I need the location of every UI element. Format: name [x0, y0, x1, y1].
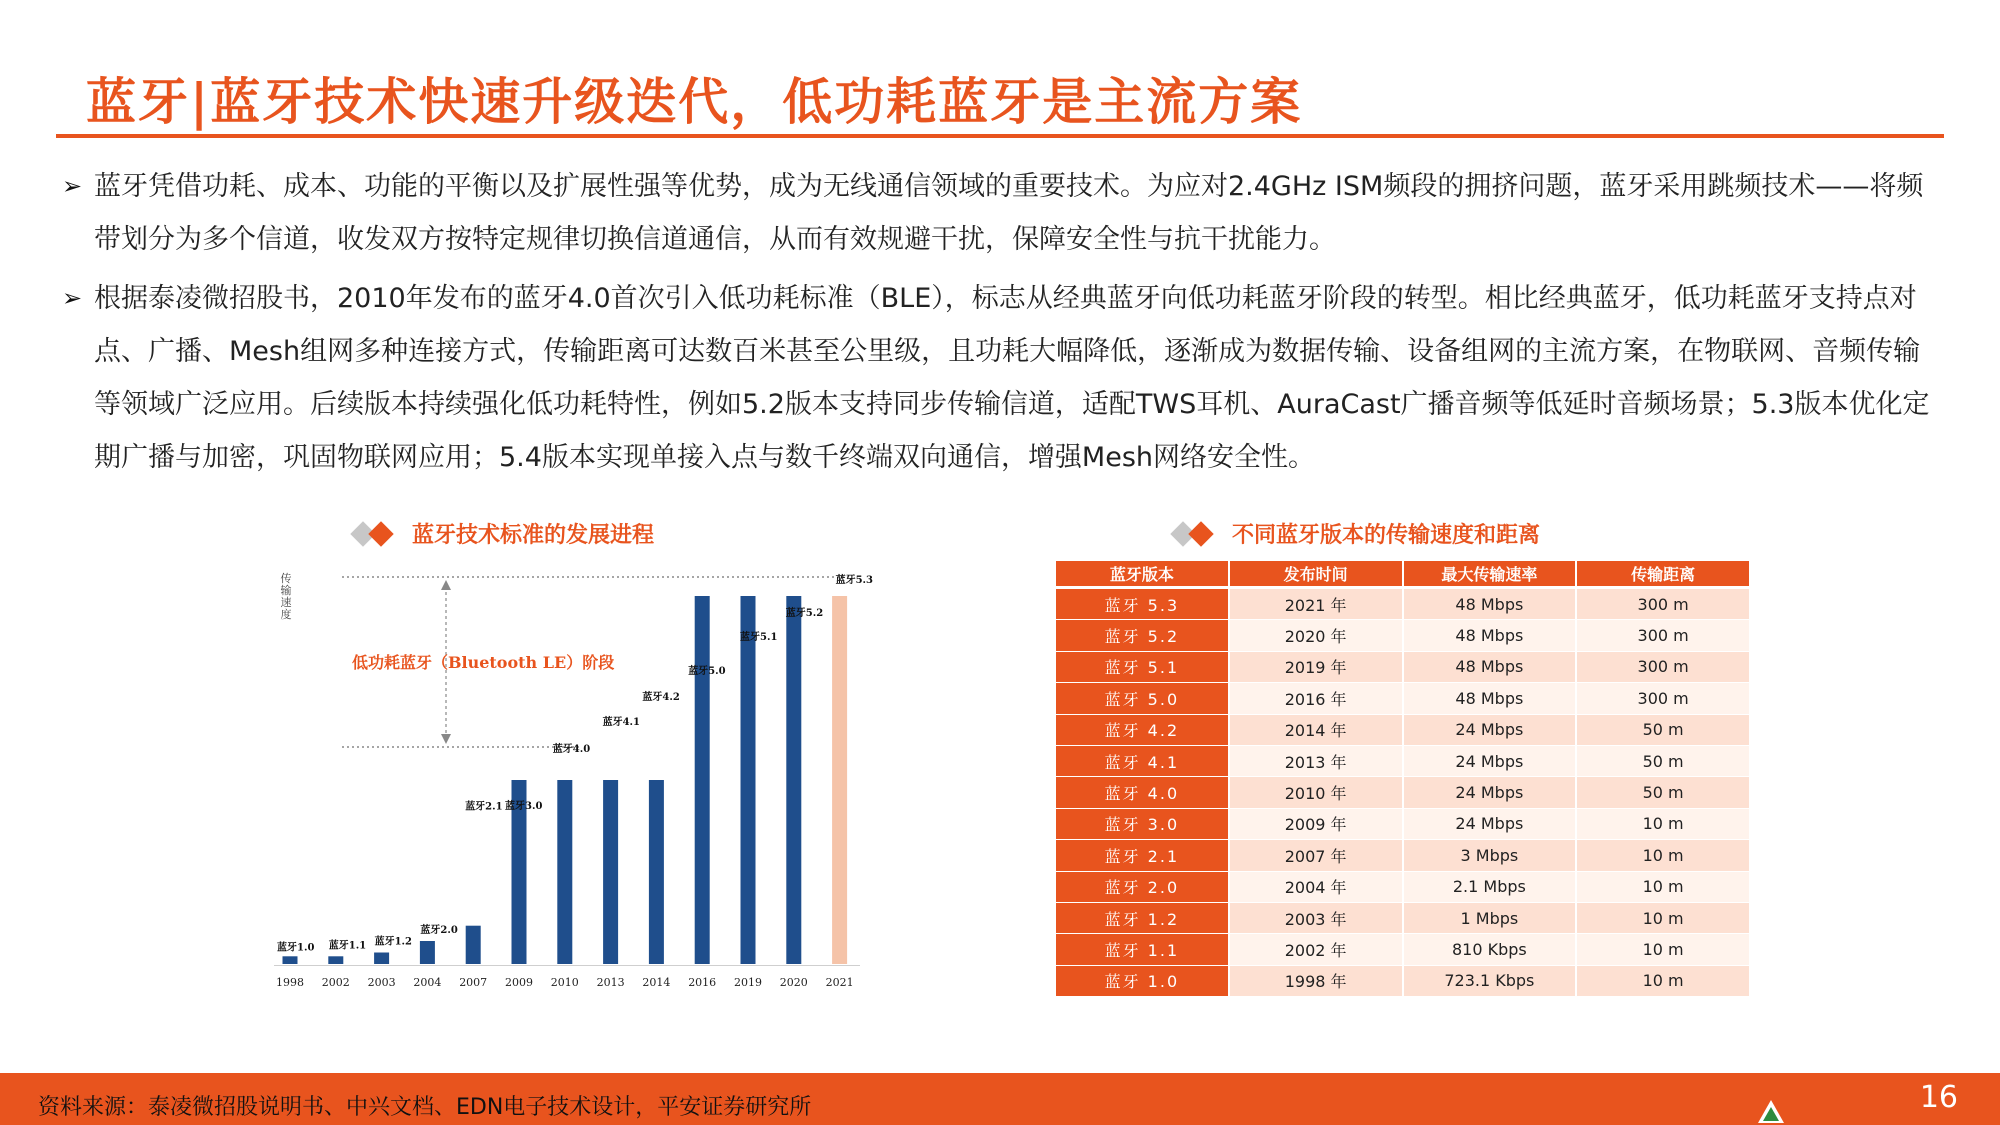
- bar-2003: [374, 953, 389, 965]
- col-header-release: 发布时间: [1230, 561, 1402, 589]
- bar-value-label: 蓝牙5.1: [740, 632, 778, 643]
- col-header-version: 蓝牙版本: [1056, 561, 1228, 589]
- bar-2016: [695, 596, 710, 964]
- bar-2002: [328, 956, 343, 964]
- bullet-item-1: [60, 160, 1940, 266]
- cell-rate: 24 Mbps: [1404, 746, 1576, 777]
- source-note: 资料来源：泰凌微招股说明书、中兴文档、EDN电子技术设计，平安证券研究所: [38, 1095, 812, 1120]
- x-tick-label: 2019: [734, 976, 762, 989]
- cell-version: 蓝牙 2.1: [1056, 840, 1228, 871]
- bar-value-label: 蓝牙4.2: [642, 692, 680, 703]
- cell-rate: 2.1 Mbps: [1404, 872, 1576, 903]
- arrow-bullet-icon: ➢: [62, 172, 83, 200]
- x-tick-label: 2020: [779, 976, 808, 989]
- chart-ylabel: [281, 571, 292, 621]
- cell-rate: 24 Mbps: [1404, 715, 1576, 746]
- cell-rate: 48 Mbps: [1404, 589, 1576, 620]
- cell-version: 蓝牙 3.0: [1056, 809, 1228, 840]
- chart-section-title-text: 蓝牙技术标准的发展进程: [412, 523, 655, 548]
- diamond-icon: [1172, 522, 1218, 546]
- cell-version: 蓝牙 4.2: [1056, 715, 1228, 746]
- bullet-item-2: [60, 272, 1940, 484]
- cell-release: 2014 年: [1230, 715, 1402, 746]
- y-axis-label-char: 度: [280, 608, 292, 621]
- cell-rate: 810 Kbps: [1404, 934, 1576, 965]
- cell-rate: 1 Mbps: [1404, 903, 1576, 934]
- cell-version: 蓝牙 1.0: [1056, 966, 1228, 997]
- table-row: [1056, 620, 1749, 651]
- bar-1998: [283, 956, 298, 964]
- table-row: [1056, 872, 1749, 903]
- cell-version: 蓝牙 1.2: [1056, 903, 1228, 934]
- table-row: [1056, 589, 1749, 620]
- cell-release: 2003 年: [1230, 903, 1402, 934]
- x-tick-label: 2003: [367, 976, 396, 989]
- cell-version: 蓝牙 4.0: [1056, 777, 1228, 808]
- arrow-up-icon: [441, 580, 451, 590]
- cell-release: 2019 年: [1230, 652, 1402, 683]
- diamond-icon: [352, 522, 398, 546]
- x-tick-label: 2016: [688, 976, 717, 989]
- table-row: [1056, 683, 1749, 714]
- bullet-text-2: 根据泰凌微招股书，2010年发布的蓝牙4.0首次引入低功耗标准（BLE），标志从经典蓝牙向低功耗蓝牙阶段的转型。相比经典蓝牙，低功耗蓝牙支持点对点、广播、Mesh组网多种连接方式，传输距离可达数百米甚至公里级，且功耗大幅降低，逐渐成为数据传输、设备组网的主流方案，在物联网、音频传输等领域广泛应用。后续版本持续强化低功耗特性，例如5.2版本支持同步传输信道，适配TWS耳机、AuraCast广播音频等低延时音频场景；5.3版本优化定期广播与加密，巩固物联网应用；5.4版本实现单接入点与数千终端双向通信，增强Mesh网络安全性。: [94, 283, 1930, 473]
- cell-version: 蓝牙 5.0: [1056, 683, 1228, 714]
- cell-distance: 300 m: [1577, 589, 1749, 620]
- bar-value-label: 蓝牙3.0: [505, 801, 543, 812]
- cell-version: 蓝牙 1.1: [1056, 934, 1228, 965]
- bluetooth-evolution-chart: [260, 560, 880, 1000]
- bluetooth-spec-table: [1054, 561, 1751, 997]
- y-axis-label-char: 速: [280, 596, 292, 609]
- table-row: [1056, 809, 1749, 840]
- ble-annotation: 低功耗蓝牙（Bluetooth LE）阶段: [352, 653, 615, 672]
- cell-distance: 10 m: [1577, 934, 1749, 965]
- cell-distance: 50 m: [1577, 777, 1749, 808]
- arrow-down-icon: [441, 734, 451, 744]
- cell-release: 2013 年: [1230, 746, 1402, 777]
- col-header-distance: 传输距离: [1577, 561, 1749, 589]
- title-divider: [56, 134, 1944, 138]
- cell-distance: 10 m: [1577, 872, 1749, 903]
- x-tick-label: 2004: [413, 976, 442, 989]
- cell-rate: 24 Mbps: [1404, 777, 1576, 808]
- cell-distance: 10 m: [1577, 966, 1749, 997]
- cell-rate: 48 Mbps: [1404, 683, 1576, 714]
- table-row: [1056, 746, 1749, 777]
- cell-version: 蓝牙 5.1: [1056, 652, 1228, 683]
- bar-value-label: 蓝牙2.0: [420, 925, 458, 936]
- cell-release: 2016 年: [1230, 683, 1402, 714]
- cell-release: 2021 年: [1230, 589, 1402, 620]
- cell-release: 2009 年: [1230, 809, 1402, 840]
- table-row: [1056, 903, 1749, 934]
- cell-distance: 10 m: [1577, 840, 1749, 871]
- cell-release: 2010 年: [1230, 777, 1402, 808]
- cell-distance: 10 m: [1577, 903, 1749, 934]
- pingan-logo-icon: [1756, 1098, 1786, 1125]
- bar-2021: [832, 596, 847, 964]
- bar-value-label: 蓝牙5.3: [835, 575, 874, 586]
- table-row: [1056, 966, 1749, 997]
- table-row: [1056, 652, 1749, 683]
- bullet-text-1: 蓝牙凭借功耗、成本、功能的平衡以及扩展性强等优势，成为无线通信领域的重要技术。为应对2.4GHz ISM频段的拥挤问题，蓝牙采用跳频技术——将频带划分为多个信道，收发双方按特定规律切换信道通信，从而有效规避干扰，保障安全性与抗干扰能力。: [94, 171, 1924, 255]
- cell-version: 蓝牙 2.0: [1056, 872, 1228, 903]
- cell-release: 1998 年: [1230, 966, 1402, 997]
- bar-2007: [466, 926, 481, 964]
- cell-distance: 10 m: [1577, 809, 1749, 840]
- table-row: [1056, 840, 1749, 871]
- cell-release: 2002 年: [1230, 934, 1402, 965]
- bar-value-label: 蓝牙5.2: [785, 608, 824, 619]
- cell-distance: 300 m: [1577, 620, 1749, 651]
- cell-rate: 3 Mbps: [1404, 840, 1576, 871]
- cell-rate: 24 Mbps: [1404, 809, 1576, 840]
- arrow-bullet-icon: ➢: [62, 284, 83, 312]
- bar-value-label: 蓝牙1.0: [277, 942, 315, 954]
- bullet-list: [60, 160, 1940, 490]
- bar-value-label: 蓝牙4.1: [602, 717, 641, 728]
- cell-distance: 300 m: [1577, 652, 1749, 683]
- bar-2020: [786, 596, 801, 964]
- cell-distance: 50 m: [1577, 715, 1749, 746]
- cell-rate: 723.1 Kbps: [1404, 966, 1576, 997]
- bar-2014: [649, 780, 664, 964]
- bar-2013: [603, 780, 618, 964]
- table-section-title: [1172, 518, 1540, 549]
- col-header-rate: 最大传输速率: [1404, 561, 1576, 589]
- y-axis-label-char: 输: [280, 584, 292, 597]
- bar-2019: [741, 596, 756, 964]
- x-tick-label: 2007: [459, 976, 488, 989]
- cell-rate: 48 Mbps: [1404, 620, 1576, 651]
- y-axis-label-char: 传: [280, 572, 292, 585]
- cell-version: 蓝牙 4.1: [1056, 746, 1228, 777]
- table-row: [1056, 934, 1749, 965]
- x-tick-label: 2002: [321, 976, 350, 989]
- cell-rate: 48 Mbps: [1404, 652, 1576, 683]
- bar-value-label: 蓝牙1.1: [328, 940, 367, 952]
- cell-release: 2004 年: [1230, 872, 1402, 903]
- cell-version: 蓝牙 5.2: [1056, 620, 1228, 651]
- cell-distance: 50 m: [1577, 746, 1749, 777]
- page-number: 16: [1919, 1080, 1958, 1115]
- x-tick-label: 2014: [642, 976, 671, 989]
- page-title: 蓝牙|蓝牙技术快速升级迭代，低功耗蓝牙是主流方案: [86, 72, 1303, 131]
- bar-value-label: 蓝牙2.1: [465, 801, 503, 813]
- x-tick-label: 2009: [505, 976, 533, 989]
- cell-distance: 300 m: [1577, 683, 1749, 714]
- chart-section-title: [352, 518, 654, 549]
- table-row: [1056, 777, 1749, 808]
- x-tick-label: 2013: [596, 976, 625, 989]
- cell-release: 2020 年: [1230, 620, 1402, 651]
- bar-value-label: 蓝牙1.2: [374, 936, 413, 948]
- cell-release: 2007 年: [1230, 840, 1402, 871]
- cell-version: 蓝牙 5.3: [1056, 589, 1228, 620]
- x-tick-label: 2021: [825, 976, 854, 989]
- table-row: [1056, 715, 1749, 746]
- x-tick-label: 2010: [550, 976, 579, 989]
- bar-value-label: 蓝牙4.0: [552, 744, 591, 755]
- x-tick-label: 1998: [276, 976, 304, 989]
- bar-2010: [557, 780, 572, 964]
- bar-2004: [420, 941, 435, 964]
- table-header-row: [1056, 561, 1749, 589]
- bar-value-label: 蓝牙5.0: [688, 666, 726, 677]
- table-section-title-text: 不同蓝牙版本的传输速度和距离: [1232, 523, 1541, 548]
